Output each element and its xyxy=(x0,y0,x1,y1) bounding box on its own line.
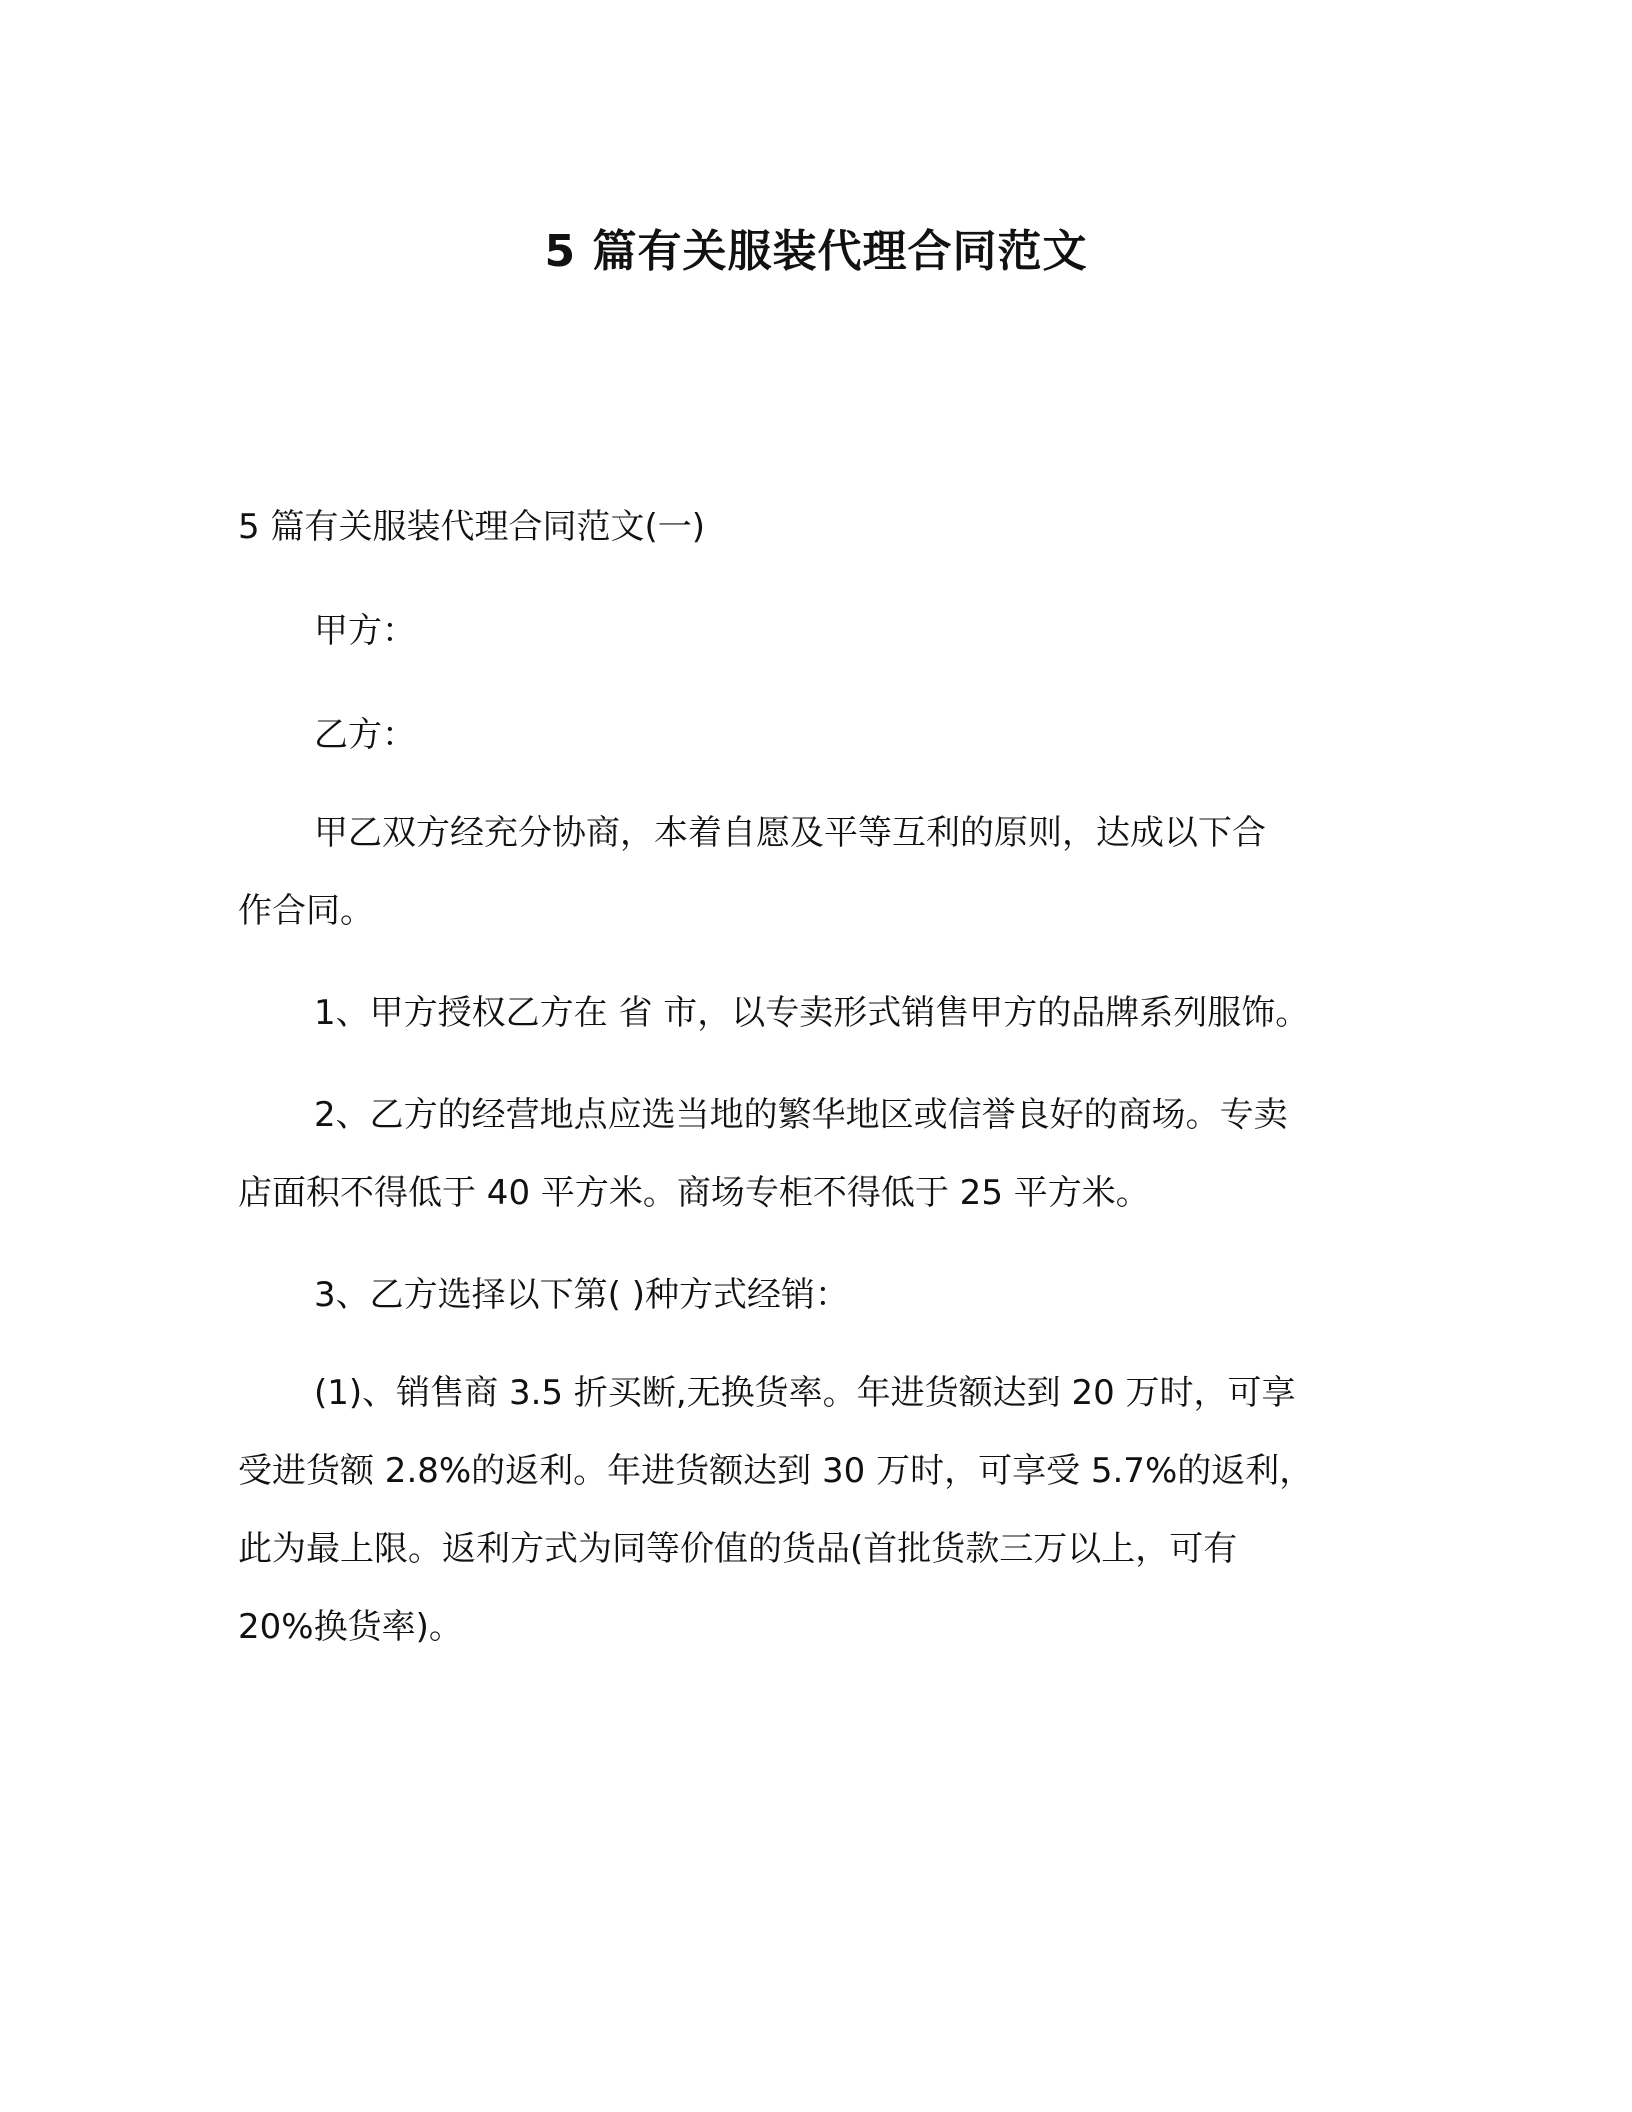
intro-paragraph xyxy=(238,794,1378,950)
clause-2-line-2: 店面积不得低于 40 平方米。商场专柜不得低于 25 平方米。 xyxy=(238,1173,1150,1213)
document-title: 5 篇有关服装代理合同范文 xyxy=(544,226,1088,277)
clause-1: 1、甲方授权乙方在 省 市，以专卖形式销售甲方的品牌系列服饰。 xyxy=(314,993,1310,1033)
clause-2-line-1: 2、乙方的经营地点应选当地的繁华地区或信誉良好的商场。专卖 xyxy=(314,1095,1288,1135)
clause-3-1-line-1: (1)、销售商 3.5 折买断,无换货率。年进货额达到 20 万时，可享 xyxy=(314,1373,1296,1413)
intro-line-1: 甲乙双方经充分协商，本着自愿及平等互利的原则，达成以下合 xyxy=(314,813,1266,853)
party-a-label: 甲方： xyxy=(314,611,416,651)
clause-3: 3、乙方选择以下第( )种方式经销： xyxy=(314,1275,849,1315)
intro-line-2: 作合同。 xyxy=(238,891,374,931)
clause-3-1-line-4: 20%换货率)。 xyxy=(238,1607,463,1647)
clause-3-1-paragraph xyxy=(238,1354,1378,1666)
party-b-label: 乙方： xyxy=(314,715,416,755)
clause-3-1-line-3: 此为最上限。返利方式为同等价值的货品(首批货款三万以上，可有 xyxy=(238,1529,1238,1569)
section-heading: 5 篇有关服装代理合同范文(一) xyxy=(238,507,705,547)
clause-3-1-line-2: 受进货额 2.8%的返利。年进货额达到 30 万时，可享受 5.7%的返利， xyxy=(238,1451,1314,1491)
clause-2-paragraph xyxy=(238,1076,1378,1232)
